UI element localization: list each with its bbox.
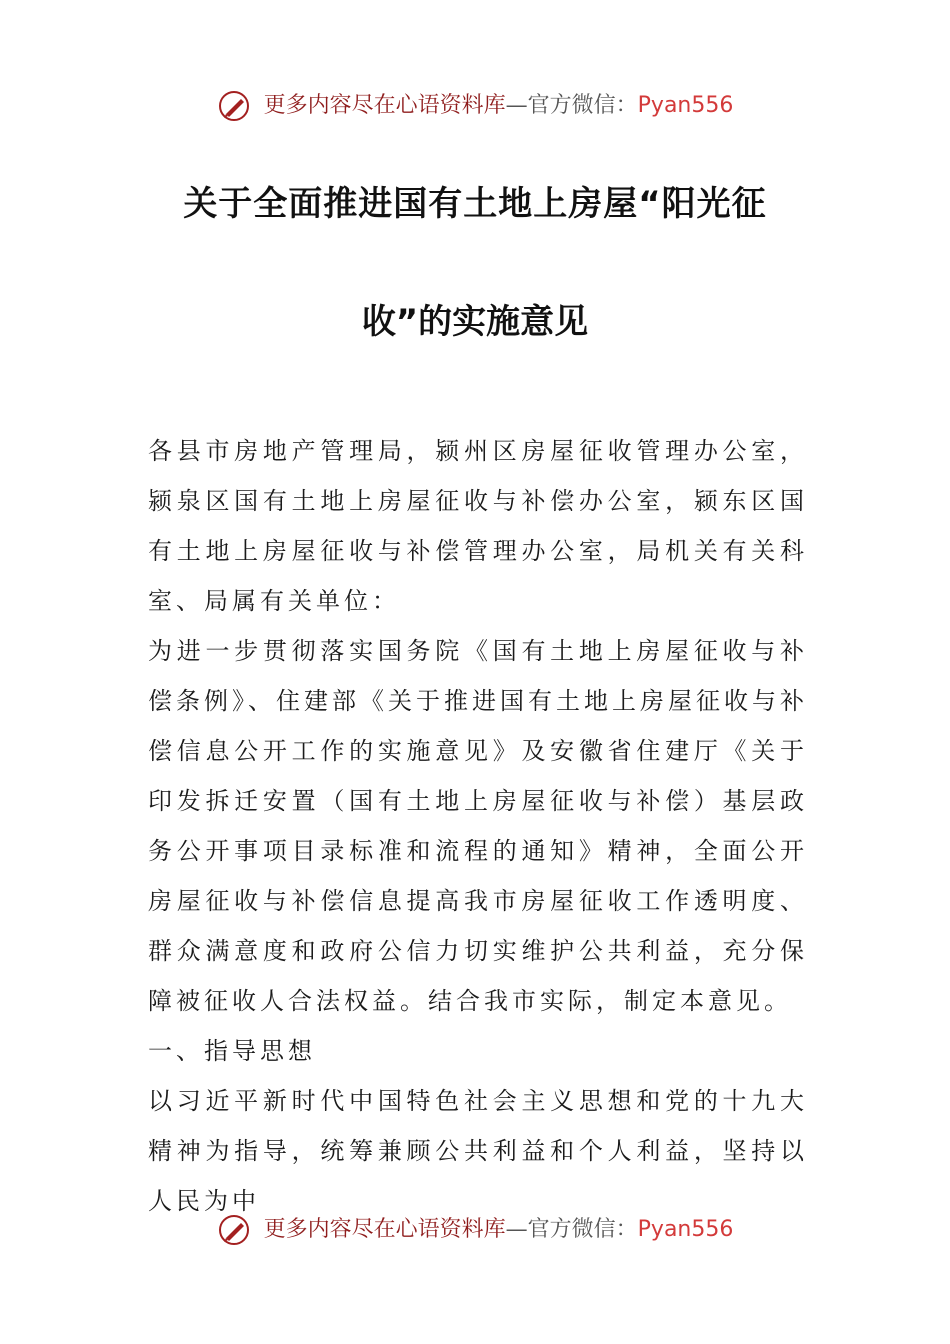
document-title-line2: 收”的实施意见 [361, 302, 589, 342]
watermark-separator: — [505, 1217, 528, 1242]
watermark-wechat-id: Pyan556 [637, 93, 734, 118]
watermark-wechat-id: Pyan556 [637, 1217, 734, 1242]
footer-watermark [0, 1212, 950, 1247]
addressee-paragraph: 各县市房地产管理局，颍州区房屋征收管理办公室，颍泉区国有土地上房屋征收与补偿办公室，颍东区国有土地上房屋征收与补偿管理办公室，局机关有关科室、局属有关单位： [148, 437, 808, 615]
pen-logo-icon [217, 89, 251, 123]
section-heading: 一、指导思想 [148, 1037, 316, 1065]
section-paragraph: 以习近平新时代中国特色社会主义思想和党的十九大精神为指导，统筹兼顾公共利益和个人利益，坚持以人民为中 [148, 1087, 808, 1215]
pen-logo-icon [217, 1213, 251, 1247]
watermark-separator: — [505, 93, 528, 118]
watermark-text: 更多内容尽在心语资料库 [263, 1217, 506, 1242]
intro-paragraph: 为进一步贯彻落实国务院《国有土地上房屋征收与补偿条例》、住建部《关于推进国有土地上房屋征收与补偿信息公开工作的实施意见》及安徽省住建厅《关于印发拆迁安置（国有土地上房屋征收与补偿）基层政务公开事项目录标准和流程的通知》精神，全面公开房屋征收与补偿信息提高我市房屋征收工作透明度、群众满意度和政府公信力切实维护公共利益，充分保障被征收人合法权益。结合我市实际，制定本意见。 [148, 637, 808, 1015]
watermark-wechat-label: 官方微信： [527, 1217, 638, 1242]
document-title-line1: 关于全面推进国有土地上房屋“阳光征 [183, 184, 767, 224]
watermark-text: 更多内容尽在心语资料库 [263, 93, 506, 118]
document-body [148, 426, 808, 1226]
header-watermark [0, 88, 950, 123]
watermark-wechat-label: 官方微信： [527, 93, 638, 118]
